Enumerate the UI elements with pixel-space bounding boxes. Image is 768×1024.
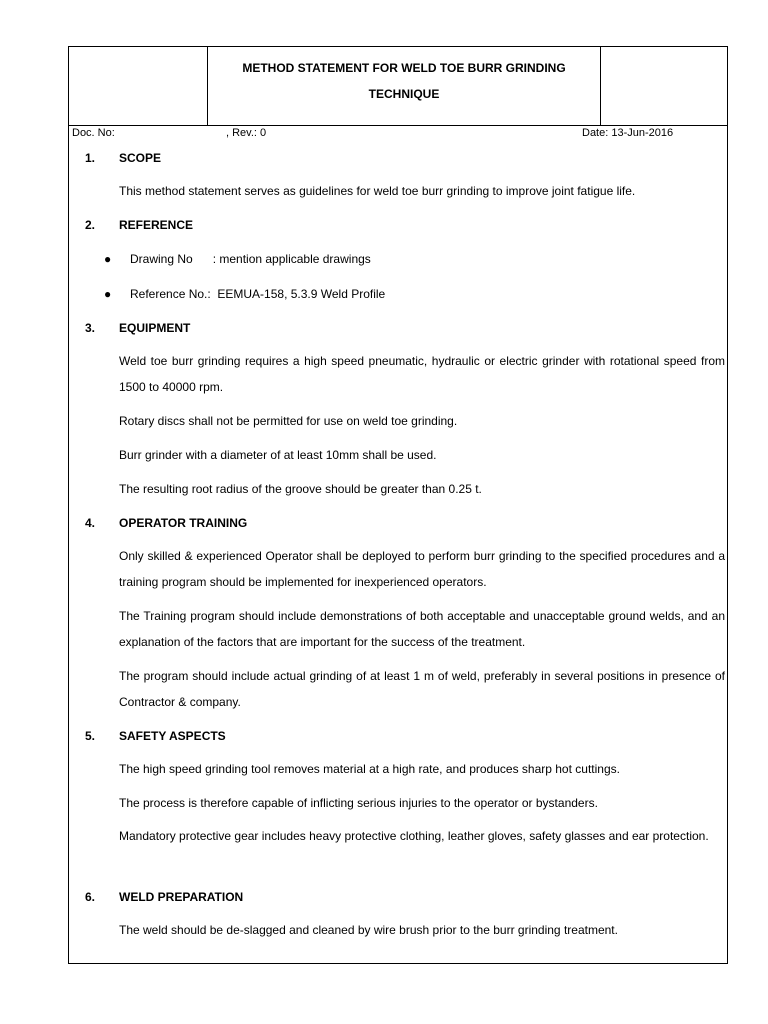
revision: , Rev.: 0 [226,127,267,139]
bullet-icon: ● [104,287,112,301]
bullet-icon: ● [104,252,112,266]
paragraph: The program should include actual grinding of at least 1 m of weld, preferably in several positions in presence of Contractor & company. [119,669,725,709]
header-right-cell [601,46,727,125]
paragraph: The resulting root radius of the groove should be greater than 0.25 t. [119,482,482,496]
header-table [68,46,728,126]
document-title-line2: TECHNIQUE [368,87,440,101]
paragraph: The process is therefore capable of inflicting serious injuries to the operator or bystanders. [119,796,598,810]
paragraph: Mandatory protective gear includes heavy protective clothing, leather gloves, safety glasses and ear protection. [119,829,709,843]
paragraph: The weld should be de-slagged and cleaned by wire brush prior to the burr grinding treatment. [119,923,618,937]
paragraph: Burr grinder with a diameter of at least 10mm shall be used. [119,448,437,462]
section-title-reference: REFERENCE [119,218,194,232]
paragraph: This method statement serves as guidelines for weld toe burr grinding to improve joint fatigue life. [119,184,636,198]
header-title-cell [208,46,601,125]
paragraph: Rotary discs shall not be permitted for use on weld toe grinding. [119,414,458,428]
section-number: 4. [85,516,96,530]
section-title-equipment: EQUIPMENT [119,321,191,335]
paragraph: Weld toe burr grinding requires a high speed pneumatic, hydraulic or electric grinder with rotational speed from 1500 to 40000 rpm. [119,354,725,394]
section-number: 1. [85,151,96,165]
section-number: 5. [85,729,96,743]
header-logo-cell [68,46,208,125]
paragraph: The high speed grinding tool removes material at a high rate, and produces sharp hot cuttings. [119,762,620,776]
section-title-safety-aspects: SAFETY ASPECTS [119,729,226,743]
document-title-line1: METHOD STATEMENT FOR WELD TOE BURR GRINDING [242,61,566,75]
doc-no-label: Doc. No: [72,127,115,139]
bullet-item: Reference No.: EEMUA-158, 5.3.9 Weld Profile [130,287,386,301]
section-number: 2. [85,218,96,232]
date: Date: 13-Jun-2016 [582,127,674,139]
paragraph: The Training program should include demonstrations of both acceptable and unacceptable ground welds, and an explanation of the factors that are important for the success of the treatment. [119,609,725,649]
section-title-operator-training: OPERATOR TRAINING [119,516,248,530]
bullet-item: Drawing No : mention applicable drawings [130,252,371,266]
paragraph: Only skilled & experienced Operator shall be deployed to perform burr grinding to the specified procedures and a training program should be implemented for inexperienced operators. [119,549,725,589]
section-number: 3. [85,321,96,335]
section-number: 6. [85,890,96,904]
section-title-weld-preparation: WELD PREPARATION [119,890,244,904]
section-title-scope: SCOPE [119,151,162,165]
